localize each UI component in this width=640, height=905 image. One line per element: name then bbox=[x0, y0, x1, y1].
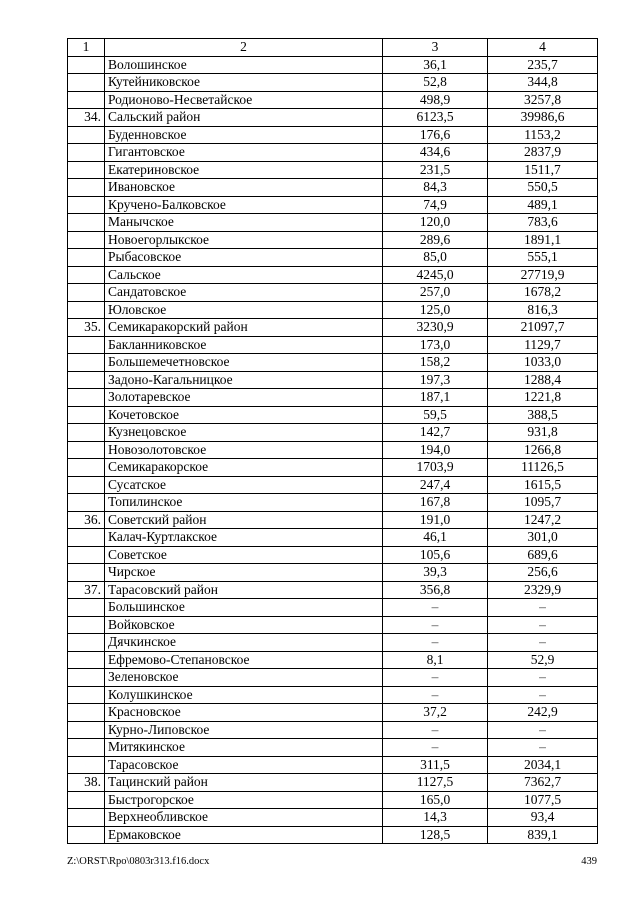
table-row bbox=[68, 249, 598, 267]
table-row bbox=[68, 179, 598, 197]
row-number-cell bbox=[68, 266, 105, 284]
row-name-cell: Кузнецовское bbox=[105, 424, 383, 442]
row-col3-cell: 52,8 bbox=[383, 74, 488, 92]
row-number-cell bbox=[68, 336, 105, 354]
row-col3-cell: 187,1 bbox=[383, 389, 488, 407]
row-name-cell: Верхнеобливское bbox=[105, 809, 383, 827]
row-col4-cell: 2034,1 bbox=[488, 756, 598, 774]
table-row bbox=[68, 564, 598, 582]
table-row bbox=[68, 109, 598, 127]
row-col3-cell: 59,5 bbox=[383, 406, 488, 424]
row-col3-cell: 39,3 bbox=[383, 564, 488, 582]
row-col3-cell: 194,0 bbox=[383, 441, 488, 459]
table-row bbox=[68, 459, 598, 477]
row-name-cell: Топилинское bbox=[105, 494, 383, 512]
row-number-cell bbox=[68, 91, 105, 109]
row-col4-cell: – bbox=[488, 721, 598, 739]
row-col4-cell: 689,6 bbox=[488, 546, 598, 564]
row-col4-cell: 1511,7 bbox=[488, 161, 598, 179]
table-row bbox=[68, 301, 598, 319]
row-col3-cell: 247,4 bbox=[383, 476, 488, 494]
row-col4-cell: – bbox=[488, 634, 598, 652]
table-row bbox=[68, 389, 598, 407]
row-number-cell bbox=[68, 791, 105, 809]
row-number-cell bbox=[68, 756, 105, 774]
row-col3-cell: 142,7 bbox=[383, 424, 488, 442]
row-number-cell bbox=[68, 126, 105, 144]
row-col3-cell: – bbox=[383, 721, 488, 739]
row-name-cell: Кочетовское bbox=[105, 406, 383, 424]
table-row bbox=[68, 651, 598, 669]
row-name-cell: Советский район bbox=[105, 511, 383, 529]
row-col4-cell: 93,4 bbox=[488, 809, 598, 827]
row-col4-cell: 52,9 bbox=[488, 651, 598, 669]
row-col3-cell: 1127,5 bbox=[383, 774, 488, 792]
row-col3-cell: 311,5 bbox=[383, 756, 488, 774]
table-row bbox=[68, 721, 598, 739]
row-name-cell: Новоегорлыкское bbox=[105, 231, 383, 249]
row-name-cell: Тарасовский район bbox=[105, 581, 383, 599]
table-row bbox=[68, 56, 598, 74]
row-name-cell: Тацинский район bbox=[105, 774, 383, 792]
row-col4-cell: 21097,7 bbox=[488, 319, 598, 337]
table-row bbox=[68, 826, 598, 844]
row-col3-cell: 105,6 bbox=[383, 546, 488, 564]
row-col4-cell: 1247,2 bbox=[488, 511, 598, 529]
row-name-cell: Ермаковское bbox=[105, 826, 383, 844]
table-row bbox=[68, 161, 598, 179]
row-col3-cell: 125,0 bbox=[383, 301, 488, 319]
row-number-cell: 35. bbox=[68, 319, 105, 337]
row-name-cell: Буденновское bbox=[105, 126, 383, 144]
row-col3-cell: 289,6 bbox=[383, 231, 488, 249]
row-number-cell bbox=[68, 459, 105, 477]
row-name-cell: Красновское bbox=[105, 704, 383, 722]
row-col3-cell: – bbox=[383, 686, 488, 704]
row-number-cell bbox=[68, 56, 105, 74]
row-number-cell bbox=[68, 284, 105, 302]
row-name-cell: Гигантовское bbox=[105, 144, 383, 162]
row-number-cell bbox=[68, 354, 105, 372]
row-name-cell: Ефремово-Степановское bbox=[105, 651, 383, 669]
row-col4-cell: 388,5 bbox=[488, 406, 598, 424]
table-row bbox=[68, 476, 598, 494]
row-number-cell bbox=[68, 389, 105, 407]
row-col3-cell: – bbox=[383, 739, 488, 757]
table-row bbox=[68, 144, 598, 162]
row-name-cell: Быстрогорское bbox=[105, 791, 383, 809]
row-name-cell: Большинское bbox=[105, 599, 383, 617]
row-col4-cell: 344,8 bbox=[488, 74, 598, 92]
row-number-cell bbox=[68, 826, 105, 844]
row-name-cell: Екатериновское bbox=[105, 161, 383, 179]
row-name-cell: Семикаракорский район bbox=[105, 319, 383, 337]
row-number-cell bbox=[68, 476, 105, 494]
row-col3-cell: 6123,5 bbox=[383, 109, 488, 127]
row-col4-cell: – bbox=[488, 739, 598, 757]
table-row bbox=[68, 704, 598, 722]
row-col3-cell: 1703,9 bbox=[383, 459, 488, 477]
row-col3-cell: 498,9 bbox=[383, 91, 488, 109]
row-name-cell: Сальское bbox=[105, 266, 383, 284]
row-name-cell: Большемечетновское bbox=[105, 354, 383, 372]
table-row bbox=[68, 441, 598, 459]
row-name-cell: Новозолотовское bbox=[105, 441, 383, 459]
row-name-cell: Тарасовское bbox=[105, 756, 383, 774]
table-row bbox=[68, 284, 598, 302]
table-row bbox=[68, 581, 598, 599]
table-row bbox=[68, 511, 598, 529]
row-col3-cell: 356,8 bbox=[383, 581, 488, 599]
row-number-cell bbox=[68, 634, 105, 652]
row-col3-cell: 158,2 bbox=[383, 354, 488, 372]
row-name-cell: Задоно-Кагальницкое bbox=[105, 371, 383, 389]
row-col4-cell: 235,7 bbox=[488, 56, 598, 74]
row-col4-cell: 1615,5 bbox=[488, 476, 598, 494]
row-col3-cell: 84,3 bbox=[383, 179, 488, 197]
row-col3-cell: 14,3 bbox=[383, 809, 488, 827]
row-col3-cell: 36,1 bbox=[383, 56, 488, 74]
row-number-cell bbox=[68, 144, 105, 162]
row-name-cell: Калач-Куртлакское bbox=[105, 529, 383, 547]
row-col3-cell: 434,6 bbox=[383, 144, 488, 162]
row-col4-cell: 39986,6 bbox=[488, 109, 598, 127]
row-col3-cell: 37,2 bbox=[383, 704, 488, 722]
row-name-cell: Войковское bbox=[105, 616, 383, 634]
table-row bbox=[68, 616, 598, 634]
row-number-cell bbox=[68, 739, 105, 757]
row-number-cell bbox=[68, 301, 105, 319]
row-col4-cell: 1129,7 bbox=[488, 336, 598, 354]
row-col3-cell: 46,1 bbox=[383, 529, 488, 547]
header-col-2: 2 bbox=[105, 39, 383, 57]
row-number-cell: 38. bbox=[68, 774, 105, 792]
header-col-4: 4 bbox=[488, 39, 598, 57]
row-col3-cell: – bbox=[383, 634, 488, 652]
row-col4-cell: – bbox=[488, 616, 598, 634]
table-row bbox=[68, 634, 598, 652]
row-col3-cell: 165,0 bbox=[383, 791, 488, 809]
row-number-cell bbox=[68, 179, 105, 197]
row-col3-cell: 8,1 bbox=[383, 651, 488, 669]
row-number-cell bbox=[68, 74, 105, 92]
table-row bbox=[68, 791, 598, 809]
table-row bbox=[68, 686, 598, 704]
footer-file-path: Z:\ORST\Rpo\0803r313.f16.docx bbox=[67, 856, 210, 867]
row-name-cell: Ивановское bbox=[105, 179, 383, 197]
row-col4-cell: 2329,9 bbox=[488, 581, 598, 599]
row-col3-cell: 173,0 bbox=[383, 336, 488, 354]
row-col4-cell: 1266,8 bbox=[488, 441, 598, 459]
table-body bbox=[68, 56, 598, 844]
row-col4-cell: 1033,0 bbox=[488, 354, 598, 372]
row-col4-cell: – bbox=[488, 686, 598, 704]
row-name-cell: Сусатское bbox=[105, 476, 383, 494]
table-row bbox=[68, 266, 598, 284]
row-col4-cell: 242,9 bbox=[488, 704, 598, 722]
header-col-3: 3 bbox=[383, 39, 488, 57]
row-col4-cell: 1288,4 bbox=[488, 371, 598, 389]
header-row bbox=[68, 39, 598, 57]
row-col4-cell: 555,1 bbox=[488, 249, 598, 267]
row-number-cell bbox=[68, 809, 105, 827]
row-name-cell: Советское bbox=[105, 546, 383, 564]
row-name-cell: Дячкинское bbox=[105, 634, 383, 652]
footer-page-number: 439 bbox=[581, 856, 597, 867]
row-number-cell bbox=[68, 686, 105, 704]
table-row bbox=[68, 599, 598, 617]
row-number-cell bbox=[68, 161, 105, 179]
table-row bbox=[68, 196, 598, 214]
row-col3-cell: 197,3 bbox=[383, 371, 488, 389]
row-col4-cell: 550,5 bbox=[488, 179, 598, 197]
row-col3-cell: – bbox=[383, 669, 488, 687]
row-col4-cell: 783,6 bbox=[488, 214, 598, 232]
row-number-cell bbox=[68, 546, 105, 564]
table-row bbox=[68, 214, 598, 232]
table-row bbox=[68, 91, 598, 109]
row-number-cell: 34. bbox=[68, 109, 105, 127]
row-col3-cell: – bbox=[383, 616, 488, 634]
row-number-cell bbox=[68, 214, 105, 232]
header-col-1: 1 bbox=[68, 39, 105, 57]
row-col4-cell: 931,8 bbox=[488, 424, 598, 442]
table-row bbox=[68, 529, 598, 547]
row-number-cell bbox=[68, 196, 105, 214]
table-row bbox=[68, 494, 598, 512]
row-col4-cell: 1891,1 bbox=[488, 231, 598, 249]
table-row bbox=[68, 319, 598, 337]
row-number-cell: 37. bbox=[68, 581, 105, 599]
table-row bbox=[68, 354, 598, 372]
row-name-cell: Сальский район bbox=[105, 109, 383, 127]
row-number-cell bbox=[68, 424, 105, 442]
row-col3-cell: 257,0 bbox=[383, 284, 488, 302]
row-col4-cell: 3257,8 bbox=[488, 91, 598, 109]
row-col3-cell: 85,0 bbox=[383, 249, 488, 267]
row-col4-cell: – bbox=[488, 669, 598, 687]
row-col3-cell: 231,5 bbox=[383, 161, 488, 179]
row-col4-cell: 816,3 bbox=[488, 301, 598, 319]
table-row bbox=[68, 756, 598, 774]
row-name-cell: Манычское bbox=[105, 214, 383, 232]
row-col4-cell: 2837,9 bbox=[488, 144, 598, 162]
row-number-cell bbox=[68, 599, 105, 617]
row-col4-cell: 839,1 bbox=[488, 826, 598, 844]
row-name-cell: Колушкинское bbox=[105, 686, 383, 704]
table-row bbox=[68, 739, 598, 757]
row-name-cell: Сандатовское bbox=[105, 284, 383, 302]
row-col4-cell: 11126,5 bbox=[488, 459, 598, 477]
row-name-cell: Зеленовское bbox=[105, 669, 383, 687]
row-col3-cell: 3230,9 bbox=[383, 319, 488, 337]
row-name-cell: Чирское bbox=[105, 564, 383, 582]
row-col3-cell: 128,5 bbox=[383, 826, 488, 844]
row-number-cell bbox=[68, 564, 105, 582]
row-name-cell: Рыбасовское bbox=[105, 249, 383, 267]
table-row bbox=[68, 774, 598, 792]
row-col3-cell: 4245,0 bbox=[383, 266, 488, 284]
row-number-cell bbox=[68, 704, 105, 722]
row-name-cell: Семикаракорское bbox=[105, 459, 383, 477]
row-col4-cell: 27719,9 bbox=[488, 266, 598, 284]
row-number-cell bbox=[68, 616, 105, 634]
table-row bbox=[68, 74, 598, 92]
row-name-cell: Волошинское bbox=[105, 56, 383, 74]
table-row bbox=[68, 231, 598, 249]
table-row bbox=[68, 424, 598, 442]
row-col4-cell: 301,0 bbox=[488, 529, 598, 547]
row-col4-cell: 489,1 bbox=[488, 196, 598, 214]
row-name-cell: Митякинское bbox=[105, 739, 383, 757]
row-number-cell bbox=[68, 721, 105, 739]
table-row bbox=[68, 336, 598, 354]
row-col4-cell: 256,6 bbox=[488, 564, 598, 582]
row-name-cell: Бакланниковское bbox=[105, 336, 383, 354]
row-col3-cell: 74,9 bbox=[383, 196, 488, 214]
row-number-cell bbox=[68, 406, 105, 424]
row-col3-cell: – bbox=[383, 599, 488, 617]
row-number-cell bbox=[68, 529, 105, 547]
table-row bbox=[68, 669, 598, 687]
row-name-cell: Золотаревское bbox=[105, 389, 383, 407]
row-name-cell: Родионово-Несветайское bbox=[105, 91, 383, 109]
row-col3-cell: 167,8 bbox=[383, 494, 488, 512]
row-col4-cell: 1077,5 bbox=[488, 791, 598, 809]
row-name-cell: Кутейниковское bbox=[105, 74, 383, 92]
row-number-cell bbox=[68, 669, 105, 687]
row-name-cell: Юловское bbox=[105, 301, 383, 319]
row-name-cell: Кручено-Балковское bbox=[105, 196, 383, 214]
row-col4-cell: – bbox=[488, 599, 598, 617]
table-row bbox=[68, 371, 598, 389]
table-row bbox=[68, 546, 598, 564]
table-row bbox=[68, 406, 598, 424]
row-col3-cell: 120,0 bbox=[383, 214, 488, 232]
row-number-cell bbox=[68, 249, 105, 267]
row-name-cell: Курно-Липовское bbox=[105, 721, 383, 739]
row-col4-cell: 1153,2 bbox=[488, 126, 598, 144]
table-row bbox=[68, 126, 598, 144]
row-number-cell bbox=[68, 231, 105, 249]
row-col4-cell: 7362,7 bbox=[488, 774, 598, 792]
row-col4-cell: 1678,2 bbox=[488, 284, 598, 302]
row-number-cell bbox=[68, 441, 105, 459]
row-col3-cell: 191,0 bbox=[383, 511, 488, 529]
row-col4-cell: 1095,7 bbox=[488, 494, 598, 512]
data-table bbox=[67, 38, 598, 844]
row-col3-cell: 176,6 bbox=[383, 126, 488, 144]
row-col4-cell: 1221,8 bbox=[488, 389, 598, 407]
row-number-cell bbox=[68, 651, 105, 669]
row-number-cell: 36. bbox=[68, 511, 105, 529]
row-number-cell bbox=[68, 494, 105, 512]
table-row bbox=[68, 809, 598, 827]
row-number-cell bbox=[68, 371, 105, 389]
